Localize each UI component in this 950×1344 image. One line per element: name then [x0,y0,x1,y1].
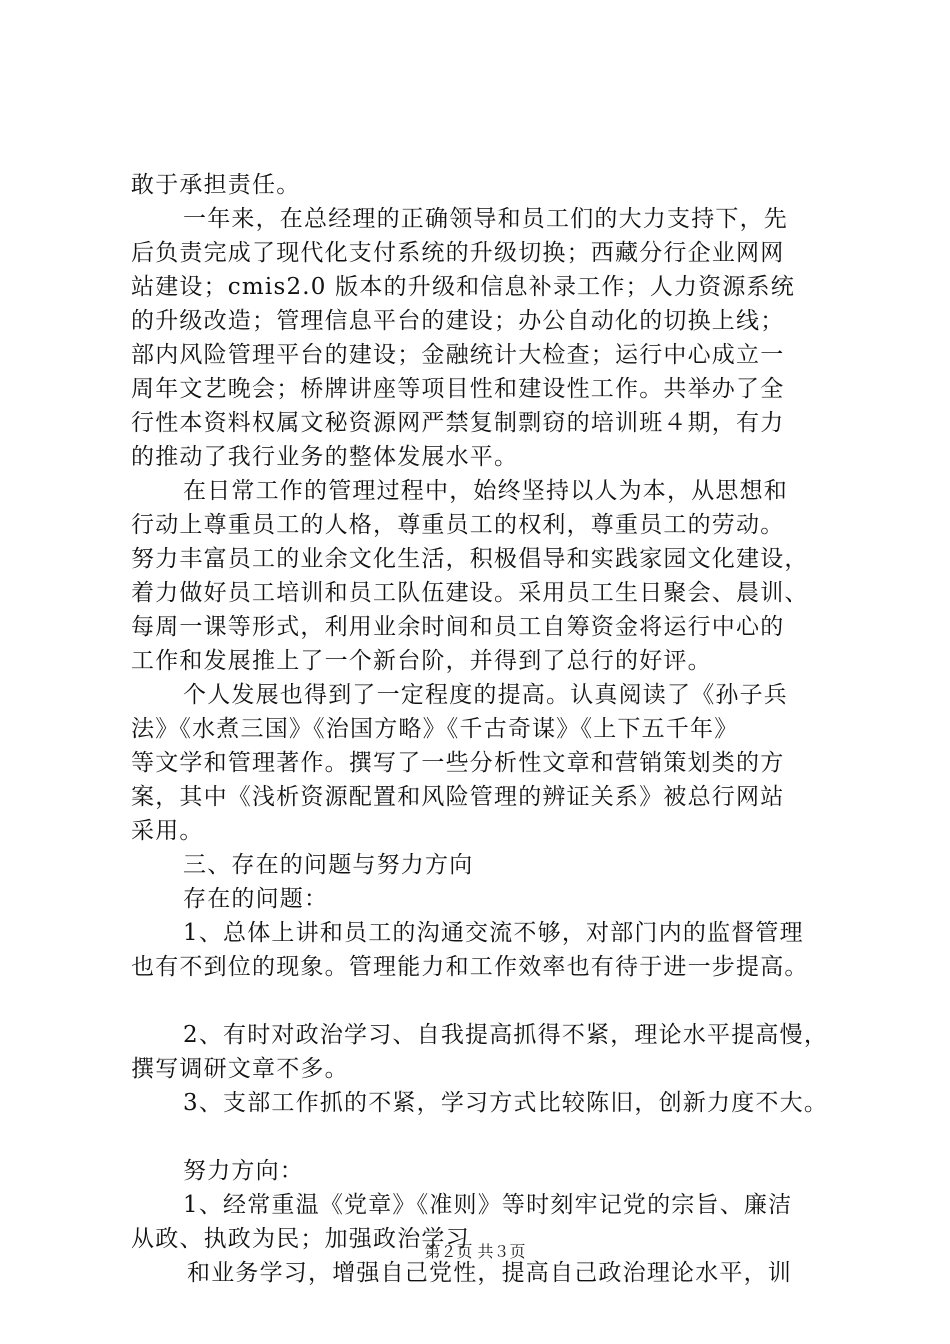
text-line: 每周一课等形式，利用业余时间和员工自筹资金将运行中心的 [131,614,785,640]
text-line: 的推动了我行业务的整体发展水平。 [131,444,519,470]
text-line: 在日常工作的管理过程中，始终坚持以人为本，从思想和 [183,478,788,504]
text-line: 努力丰富员工的业余文化生活，积极倡导和实践家园文化建设， [131,546,809,572]
text-line: 采用。 [131,818,204,844]
text-line: 行动上尊重员工的人格，尊重员工的权利，尊重员工的劳动。 [131,512,785,538]
page-number-footer: 第２页 共３页 [424,1242,526,1261]
text-line: 行性本资料权属文秘资源网严禁复制剽窃的培训班４期，有力 [131,410,785,436]
text-line: 3、支部工作抓的不紧，学习方式比较陈旧，创新力度不大。 [183,1090,829,1116]
text-line: 法》《水煮三国》《治国方略》《千古奇谋》《上下五千年》 [131,716,739,742]
text-line: 也有不到位的现象。管理能力和工作效率也有待于进一步提高。 [131,954,809,980]
text-line: 1、总体上讲和员工的沟通交流不够，对部门内的监督管理 [183,920,804,946]
text-line: 等文学和管理著作。撰写了一些分析性文章和营销策划类的方 [131,750,785,776]
text-line: 从政、执政为民；加强政治学习 [131,1226,470,1252]
blank-line [131,984,851,1018]
text-line: 敢于承担责任。 [131,172,301,198]
subheading: 努力方向： [183,1158,304,1184]
subheading: 存在的问题： [183,886,329,912]
text-line: 案，其中《浅析资源配置和风险管理的辨证关系》被总行网站 [131,784,785,810]
text-line: 站建设；cmis2.0 版本的升级和信息补录工作；人力资源系统 [131,274,795,300]
text-line: 部内风险管理平台的建设；金融统计大检查；运行中心成立一 [131,342,785,368]
document-body [131,168,851,1290]
text-line: 着力做好员工培训和员工队伍建设。采用员工生日聚会、晨训、 [131,580,809,606]
text-line: 周年文艺晚会；桥牌讲座等项目性和建设性工作。共举办了全 [131,376,785,402]
text-line: 1、经常重温《党章》《准则》等时刻牢记党的宗旨、廉洁 [183,1192,793,1218]
text-line: 的升级改造；管理信息平台的建设；办公自动化的切换上线； [131,308,785,334]
text-line: 后负责完成了现代化支付系统的升级切换；西藏分行企业网网 [131,240,785,266]
text-line: 个人发展也得到了一定程度的提高。认真阅读了《孙子兵 [183,682,788,708]
blank-line [131,1120,851,1154]
text-line: 撰写调研文章不多。 [131,1056,349,1082]
text-line: 2、有时对政治学习、自我提高抓得不紧，理论水平提高慢， [183,1022,829,1048]
text-line: 和业务学习，增强自己党性，提高自己政治理论水平，训 [187,1260,792,1286]
text-line: 一年来，在总经理的正确领导和员工们的大力支持下，先 [183,206,788,232]
section-heading: 三、存在的问题与努力方向 [183,852,474,878]
text-line: 工作和发展推上了一个新台阶，并得到了总行的好评。 [131,648,712,674]
